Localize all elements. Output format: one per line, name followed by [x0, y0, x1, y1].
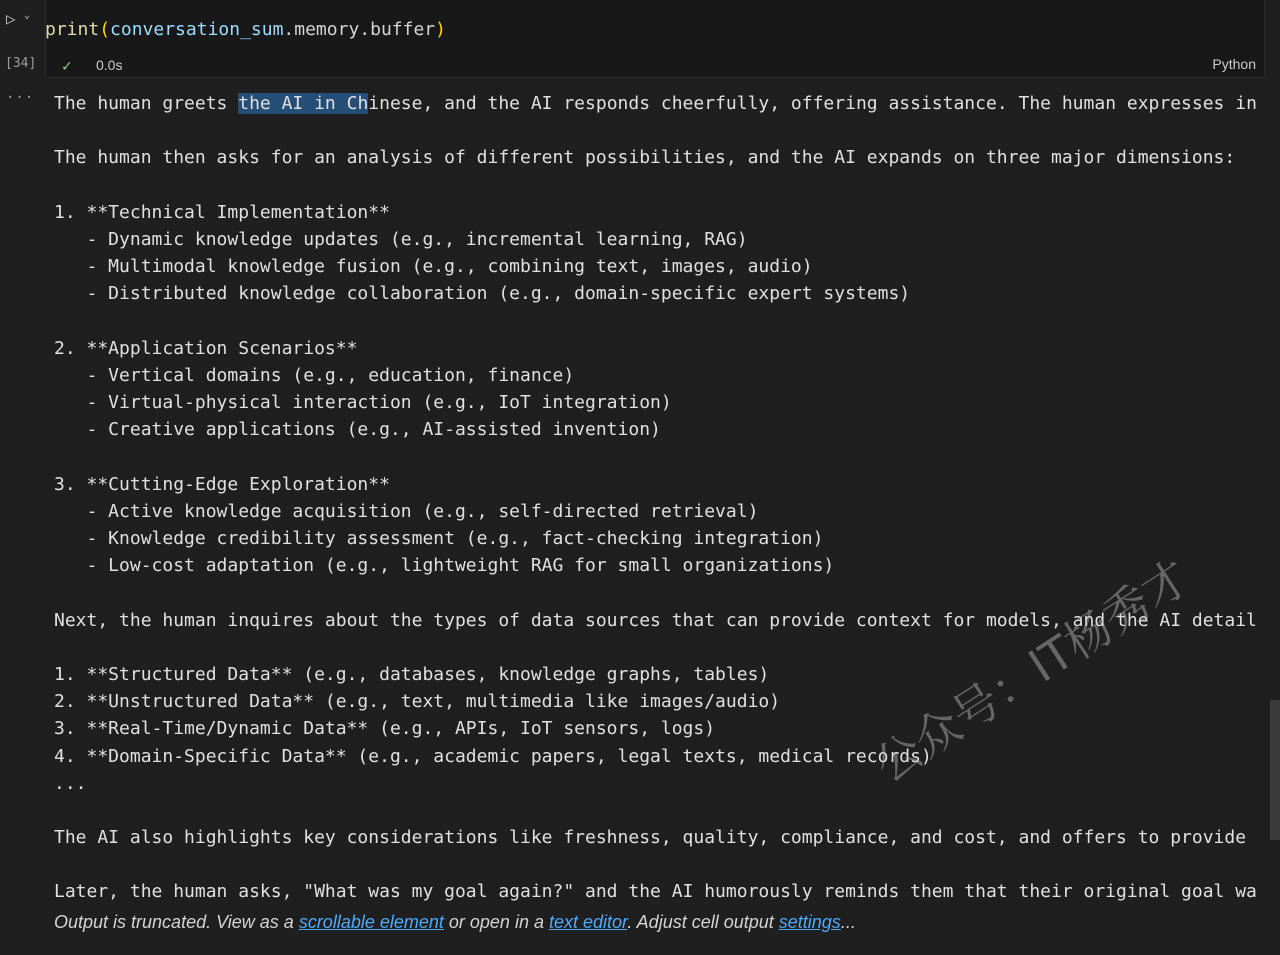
text-editor-link[interactable]: text editor	[548, 912, 628, 932]
notice-text: or open in a	[443, 912, 549, 932]
output-text: The human greets	[54, 93, 239, 114]
watermark: 公众号：IT杨秀才	[864, 549, 1200, 793]
output-line	[54, 308, 1268, 335]
code-paren: (	[99, 19, 111, 40]
output-line: Next, the human inquires about the types of data sources that can provide context for models, and the AI detail	[54, 609, 1257, 631]
output-line: - Distributed knowledge collaboration (e.g., domain-specific expert systems)	[54, 283, 911, 305]
output-line: - Creative applications (e.g., AI-assisted invention)	[54, 419, 661, 441]
output-line: - Knowledge credibility assessment (e.g., fact-checking integration)	[54, 528, 824, 549]
code-function: print	[45, 19, 100, 40]
text-selection: the AI in Ch	[238, 93, 369, 114]
output-line	[54, 579, 1268, 606]
output-line: The human then asks for an analysis of different possibilities, and the AI expands on three major dimensions:	[54, 147, 1236, 169]
scrollable-element-link[interactable]: scrollable element	[298, 912, 444, 932]
output-line: 2. **Application Scenarios**	[54, 337, 358, 359]
output-text: inese, and the AI responds cheerfully, offering assistance. The human expresses in	[368, 93, 1257, 114]
output-line: - Active knowledge acquisition (e.g., self-directed retrieval)	[54, 500, 759, 522]
cell-gutter	[0, 0, 44, 955]
notice-text: ...	[840, 912, 856, 932]
output-line: The AI also highlights key considerations like freshness, quality, compliance, and cost, and offers to provide	[54, 827, 1247, 849]
chevron-down-icon[interactable]: ⌄	[24, 10, 31, 21]
output-line	[54, 90, 1268, 117]
output-more-actions-icon[interactable]: ···	[6, 90, 35, 106]
run-cell-button[interactable]	[4, 8, 38, 28]
output-line: 3. **Cutting-Edge Exploration**	[54, 473, 390, 495]
output-line: 3. **Real-Time/Dynamic Data** (e.g., APIs, IoT sensors, logs)	[54, 718, 716, 740]
output-line: 2. **Unstructured Data** (e.g., text, multimedia like images/audio)	[54, 691, 781, 713]
vertical-scrollbar[interactable]	[1270, 700, 1280, 840]
output-line	[54, 117, 1268, 144]
output-line: ...	[54, 772, 87, 794]
execution-time: 0.0s	[96, 57, 123, 73]
output-line: 1. **Technical Implementation**	[54, 201, 390, 223]
output-line	[54, 443, 1268, 470]
output-line: - Low-cost adaptation (e.g., lightweight RAG for small organizations)	[54, 555, 835, 577]
code-paren: )	[435, 19, 446, 40]
output-truncated-notice	[54, 912, 856, 933]
output-line: - Virtual-physical interaction (e.g., IoT integration)	[54, 392, 672, 414]
output-line: 4. **Domain-Specific Data** (e.g., academic papers, legal texts, medical records)	[54, 745, 932, 767]
output-line: - Vertical domains (e.g., education, finance)	[54, 364, 575, 386]
check-icon: ✓	[62, 55, 72, 75]
output-line	[54, 634, 1268, 661]
output-line: Later, the human asks, "What was my goal again?" and the AI humorously reminds them that their original goal wa	[54, 881, 1257, 903]
execution-status	[62, 55, 122, 75]
output-line	[54, 172, 1268, 199]
notice-text: . Adjust cell output	[627, 912, 779, 932]
cell-language-label[interactable]: Python	[1212, 56, 1256, 72]
code-variable: conversation_sum	[110, 19, 284, 40]
output-settings-link[interactable]: settings	[778, 912, 841, 932]
output-line: 1. **Structured Data** (e.g., databases, knowledge graphs, tables)	[54, 663, 770, 685]
code-line[interactable]	[45, 19, 446, 40]
output-line	[54, 797, 1268, 824]
notice-text: Output is truncated. View as a	[54, 912, 299, 932]
output-line: - Dynamic knowledge updates (e.g., incremental learning, RAG)	[54, 228, 748, 250]
output-line	[54, 851, 1268, 878]
cell-output[interactable]	[54, 90, 1268, 905]
output-line: - Multimodal knowledge fusion (e.g., combining text, images, audio)	[54, 256, 813, 278]
execution-count: [34]	[5, 56, 37, 71]
play-icon[interactable]: ▷	[6, 9, 16, 28]
code-attribute: .memory.buffer	[283, 19, 436, 40]
